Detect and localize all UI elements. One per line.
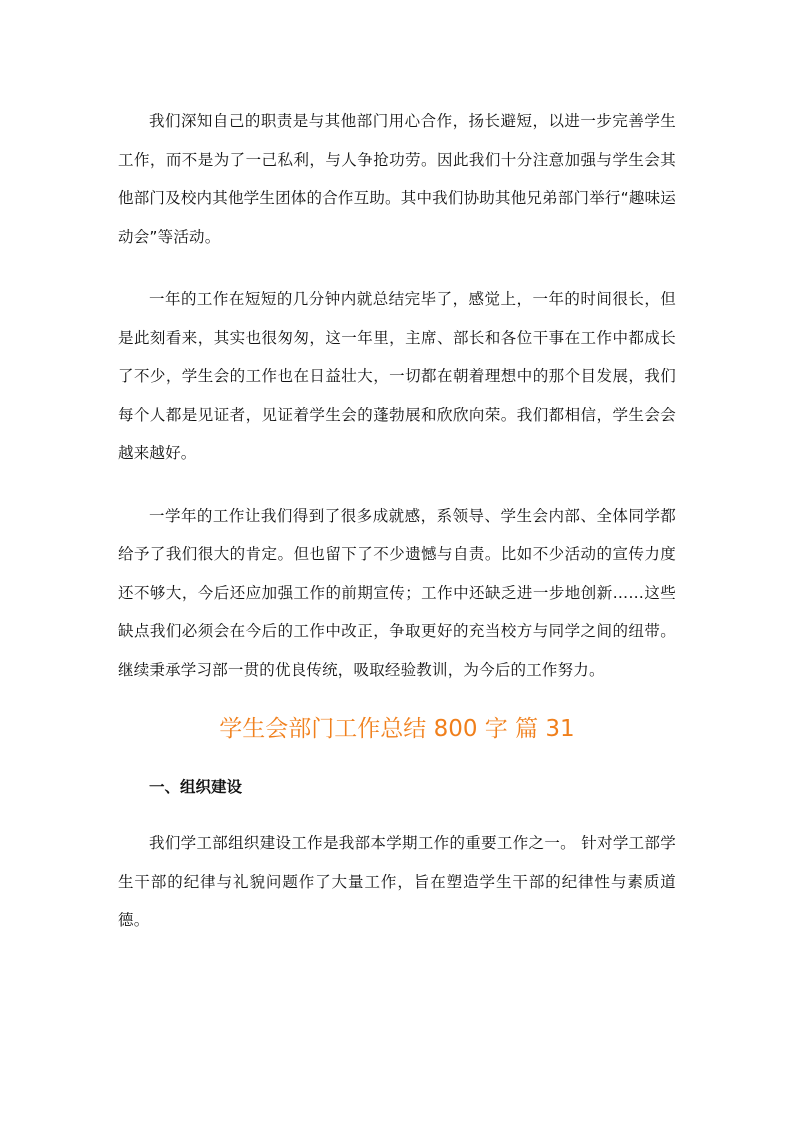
body-paragraph: 我们学工部组织建设工作是我部本学期工作的重要工作之一。 针对学工部学生干部的纪律与礼貌问题作了大量工作，旨在塑造学生干部的纪律性与素质道德。 [118,834,676,929]
section-title: 学生会部门工作总结 800 字 篇 31 [219,716,575,742]
body-paragraph: 一学年的工作让我们得到了很多成就感，系领导、学生会内部、全体同学都给予了我们很大的肯定。但也留下了不少遗憾与自责。比如不少活动的宣传力度还不够大，今后还应加强工作的前期宣传；工作中还缺乏进一步地创新……这些缺点我们必须会在今后的工作中改正，争取更好的充当校方与同学之间的纽带。继续秉承学习部一贯的优良传统，吸取经验教训，为今后的工作努力。 [118,506,676,679]
document-content [118,102,676,940]
body-paragraph: 一年的工作在短短的几分钟内就总结完毕了，感觉上，一年的时间很长，但是此刻看来，其实也很匆匆，这一年里，主席、部长和各位干事在工作中都成长了不少，学生会的工作也在日益壮大，一切都在朝着理想中的那个目发展，我们每个人都是见证者，见证着学生会的蓬勃展和欣欣向荣。我们都相信，学生会会越来越好。 [118,290,676,462]
body-paragraph: 我们深知自己的职责是与其他部门用心合作，扬长避短，以进一步完善学生工作，而不是为了一己私利，与人争抢功劳。因此我们十分注意加强与学生会其他部门及校内其他学生团体的合作互助。其中我们协助其他兄弟部门举行“趣味运动会”等活动。 [118,112,676,246]
sub-heading: 一、组织建设 [149,778,243,796]
